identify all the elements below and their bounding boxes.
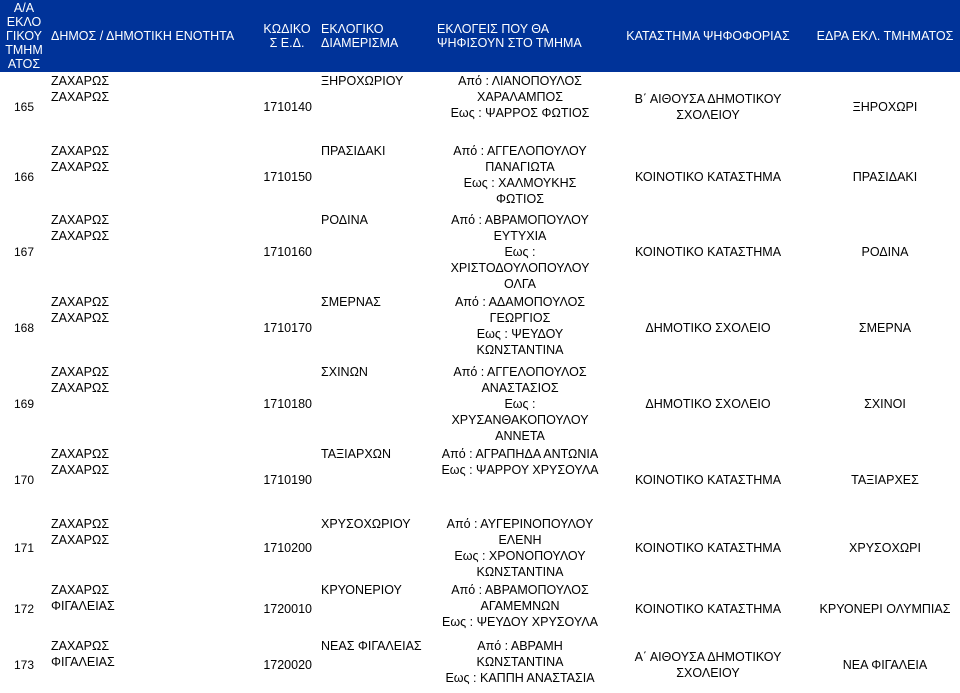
municipal-unit-name: ΖΑΧΑΡΩΣ	[51, 90, 110, 104]
venue-line: ΚΟΙΝΟΤΙΚΟ ΚΑΤΑΣΤΗΜΑ	[634, 169, 782, 184]
district-code: 1710160	[263, 245, 312, 259]
header-district	[318, 0, 434, 72]
voters-line: ΚΩΝΣΤΑΝΤΙΝΑ	[476, 343, 564, 357]
voters-line: ΦΩΤΙΟΣ	[496, 192, 544, 206]
venue-line: ΚΟΙΝΟΤΙΚΟ ΚΑΤΑΣΤΗΜΑ	[634, 602, 782, 616]
venue-line: ΚΟΙΝΟΤΙΚΟ ΚΑΤΑΣΤΗΜΑ	[634, 473, 782, 487]
municipality-cell	[48, 515, 256, 581]
voters-line: ΑΝΝΕΤΑ	[495, 429, 545, 443]
header-aa-line3: ΓΙΚΟΥ	[6, 29, 42, 43]
polling-venue	[606, 515, 810, 581]
polling-venue	[606, 142, 810, 211]
municipality-cell	[48, 142, 256, 211]
station-seat: ΠΡΑΣΙΔΑΚΙ	[852, 169, 918, 184]
voters-line: ΕΛΕΝΗ	[498, 533, 542, 547]
voters-line: ΠΑΝΑΓΙΩΤΑ	[485, 160, 555, 174]
municipality-cell	[48, 445, 256, 515]
table-row	[0, 363, 960, 445]
polling-venue	[606, 445, 810, 515]
venue-line: ΔΗΜΟΤΙΚΟ ΣΧΟΛΕΙΟ	[645, 397, 771, 411]
table-row	[0, 637, 960, 693]
voters-range	[434, 142, 606, 211]
municipality-name: ΖΑΧΑΡΩΣ	[51, 74, 110, 88]
voters-line: Εως :	[504, 397, 536, 411]
header-aa-line5: ΑΤΟΣ	[7, 57, 41, 71]
row-number: 169	[13, 397, 35, 411]
voters-range	[434, 581, 606, 637]
municipal-unit-name: ΦΙΓΑΛΕΙΑΣ	[51, 655, 115, 669]
row-number: 167	[13, 245, 35, 259]
municipal-unit-name: ΖΑΧΑΡΩΣ	[51, 160, 110, 174]
header-code-line1: ΚΩΔΙΚΟ	[263, 22, 311, 36]
municipality-cell	[48, 211, 256, 293]
venue-line: ΔΗΜΟΤΙΚΟ ΣΧΟΛΕΙΟ	[645, 321, 771, 335]
station-seat: ΧΡΥΣΟΧΩΡΙ	[849, 541, 921, 555]
voters-line: Εως : ΧΡΟΝΟΠΟΥΛΟΥ	[454, 549, 586, 563]
polling-venue	[606, 72, 810, 142]
district-code: 1710170	[263, 321, 312, 335]
municipal-unit-name: ΖΑΧΑΡΩΣ	[51, 533, 110, 547]
district-code: 1710140	[263, 100, 312, 114]
municipal-unit-name: ΖΑΧΑΡΩΣ	[51, 229, 110, 243]
voters-line: Από : ΛΙΑΝΟΠΟΥΛΟΣ	[458, 74, 582, 88]
municipality-name: ΖΑΧΑΡΩΣ	[51, 295, 110, 309]
municipality-name: ΖΑΧΑΡΩΣ	[51, 144, 110, 158]
municipal-unit-name: ΖΑΧΑΡΩΣ	[51, 311, 110, 325]
district-code: 1710180	[263, 397, 312, 411]
municipality-name: ΖΑΧΑΡΩΣ	[51, 365, 110, 379]
header-voters-line2: ΨΗΦΙΣΟΥΝ ΣΤΟ ΤΜΗΜΑ	[437, 36, 582, 50]
station-seat: ΚΡΥΟΝΕΡΙ ΟΛΥΜΠΙΑΣ	[819, 602, 951, 616]
municipality-cell	[48, 581, 256, 637]
table-row	[0, 581, 960, 637]
voters-range	[434, 445, 606, 515]
municipality-cell	[48, 363, 256, 445]
voters-line: Από : ΑΓΓΕΛΟΠΟΥΛΟΣ	[453, 365, 587, 379]
row-number: 168	[13, 321, 35, 335]
voters-line: Εως :	[504, 245, 536, 259]
table-row	[0, 211, 960, 293]
voters-line: ΚΩΝΣΤΑΝΤΙΝΑ	[476, 655, 564, 669]
district-name: ΣΜΕΡΝΑΣ	[321, 295, 381, 309]
table-row	[0, 445, 960, 515]
voters-line: ΧΡΥΣΑΝΘΑΚΟΠΟΥΛΟΥ	[451, 413, 589, 427]
row-number: 172	[13, 602, 35, 616]
district-name: ΧΡΥΣΟΧΩΡΙΟΥ	[321, 517, 411, 531]
voters-line: ΚΩΝΣΤΑΝΤΙΝΑ	[476, 565, 564, 579]
district-name: ΠΡΑΣΙΔΑΚΙ	[321, 144, 386, 158]
voters-line: ΧΡΙΣΤΟΔΟΥΛΟΠΟΥΛΟΥ	[450, 261, 590, 275]
municipality-name: ΖΑΧΑΡΩΣ	[51, 517, 110, 531]
voters-line: Εως : ΨΕΥΔΟΥ	[476, 327, 564, 341]
district-name: ΡΟΔΙΝΑ	[321, 213, 368, 227]
row-number: 170	[13, 473, 35, 487]
voters-range	[434, 293, 606, 363]
district-code: 1720020	[263, 658, 312, 672]
station-seat: ΣΧΙΝΟΙ	[864, 397, 906, 411]
voters-line: Από : ΑΒΡΑΜΗ	[477, 639, 563, 653]
voters-range	[434, 72, 606, 142]
header-district-line1: ΕΚΛΟΓΙΚΟ	[321, 22, 384, 36]
venue-line: ΣΧΟΛΕΙΟΥ	[676, 666, 740, 680]
voters-line: Εως : ΨΑΡΡΟΣ ΦΩΤΙΟΣ	[450, 106, 590, 120]
municipality-name: ΖΑΧΑΡΩΣ	[51, 447, 110, 461]
voters-line: ΑΓΑΜΕΜΝΩΝ	[480, 599, 560, 613]
row-number: 165	[13, 100, 35, 114]
venue-line: ΚΟΙΝΟΤΙΚΟ ΚΑΤΑΣΤΗΜΑ	[634, 541, 782, 555]
header-aa-line4: ΤΜΗΜ	[5, 43, 43, 57]
voters-line: Εως : ΨΕΥΔΟΥ ΧΡΥΣΟΥΛΑ	[442, 615, 598, 629]
municipality-name: ΖΑΧΑΡΩΣ	[51, 639, 110, 653]
voters-range	[434, 637, 606, 693]
station-seat: ΝΕΑ ΦΙΓΑΛΕΙΑ	[842, 658, 928, 672]
municipality-name: ΖΑΧΑΡΩΣ	[51, 583, 110, 597]
voters-range	[434, 363, 606, 445]
polling-venue	[606, 637, 810, 693]
voters-line: Από : ΑΥΓΕΡΙΝΟΠΟΥΛΟΥ	[446, 517, 594, 531]
header-voters-line1: ΕΚΛΟΓΕΙΣ ΠΟΥ ΘΑ	[437, 22, 550, 36]
voters-range	[434, 515, 606, 581]
station-seat: ΣΜΕΡΝΑ	[858, 321, 912, 335]
voters-line: ΑΝΑΣΤΑΣΙΟΣ	[481, 381, 559, 395]
municipal-unit-name: ΖΑΧΑΡΩΣ	[51, 463, 110, 477]
table-row	[0, 142, 960, 211]
header-row	[0, 0, 960, 72]
venue-line: Α΄ ΑΙΘΟΥΣΑ ΔΗΜΟΤΙΚΟΥ	[634, 650, 782, 664]
venue-line: Β΄ ΑΙΘΟΥΣΑ ΔΗΜΟΤΙΚΟΥ	[634, 92, 782, 106]
header-venue: ΚΑΤΑΣΤΗΜΑ ΨΗΦΟΦΟΡΙΑΣ	[626, 29, 790, 43]
municipality-cell	[48, 637, 256, 693]
voters-line: Από : ΑΒΡΑΜΟΠΟΥΛΟΥ	[451, 213, 589, 227]
district-name: ΝΕΑΣ ΦΙΓΑΛΕΙΑΣ	[321, 639, 422, 653]
table-body	[0, 72, 960, 693]
district-code: 1720010	[263, 602, 312, 616]
voters-line: Από : ΑΒΡΑΜΟΠΟΥΛΟΣ	[451, 583, 589, 597]
voters-line: Εως : ΧΑΛΜΟΥΚΗΣ	[463, 176, 577, 190]
table-header	[0, 0, 960, 72]
voters-line: Από : ΑΔΑΜΟΠΟΥΛΟΣ	[454, 295, 586, 309]
district-name: ΣΧΙΝΩΝ	[321, 365, 368, 379]
row-number: 173	[13, 658, 35, 672]
municipal-unit-name: ΖΑΧΑΡΩΣ	[51, 381, 110, 395]
header-seat: ΕΔΡΑ ΕΚΛ. ΤΜΗΜΑΤΟΣ	[816, 29, 954, 43]
header-code	[256, 0, 318, 72]
venue-line: ΚΟΙΝΟΤΙΚΟ ΚΑΤΑΣΤΗΜΑ	[634, 245, 782, 259]
station-seat: ΤΑΞΙΑΡΧΕΣ	[851, 473, 919, 487]
polling-venue	[606, 363, 810, 445]
municipality-cell	[48, 72, 256, 142]
voters-line: Εως : ΨΑΡΡΟΥ ΧΡΥΣΟΥΛΑ	[441, 463, 599, 477]
polling-venue	[606, 293, 810, 363]
district-code: 1710190	[263, 473, 312, 487]
voters-line: Εως : ΚΑΠΠΗ ΑΝΑΣΤΑΣΙΑ	[445, 671, 595, 685]
municipal-unit-name: ΦΙΓΑΛΕΙΑΣ	[51, 599, 115, 613]
district-name: ΤΑΞΙΑΡΧΩΝ	[321, 447, 392, 461]
table-row	[0, 72, 960, 142]
row-number: 171	[13, 541, 35, 555]
row-number: 166	[13, 169, 35, 184]
header-aa-line2: ΕΚΛΟ	[6, 15, 42, 29]
header-municipality: ΔΗΜΟΣ / ΔΗΜΟΤΙΚΗ ΕΝΟΤΗΤΑ	[51, 29, 235, 43]
municipality-name: ΖΑΧΑΡΩΣ	[51, 213, 110, 227]
voters-line: Από : ΑΓΓΕΛΟΠΟΥΛΟΥ	[453, 144, 587, 158]
district-name: ΞΗΡΟΧΩΡΙΟΥ	[321, 74, 404, 88]
venue-line: ΣΧΟΛΕΙΟΥ	[676, 108, 740, 122]
header-code-line2: Σ Ε.Δ.	[269, 36, 305, 50]
station-seat: ΡΟΔΙΝΑ	[861, 245, 909, 259]
polling-venue	[606, 581, 810, 637]
header-aa-line1: Α/Α	[13, 1, 35, 15]
voters-range	[434, 211, 606, 293]
table-row	[0, 515, 960, 581]
header-district-line2: ΔΙΑΜΕΡΙΣΜΑ	[321, 36, 399, 50]
header-voters	[434, 0, 606, 72]
voters-line: ΟΛΓΑ	[504, 277, 536, 291]
voters-line: ΓΕΩΡΓΙΟΣ	[489, 311, 551, 325]
voters-line: ΧΑΡΑΛΑΜΠΟΣ	[477, 90, 563, 104]
district-name: ΚΡΥΟΝΕΡΙΟΥ	[321, 583, 402, 597]
municipality-cell	[48, 293, 256, 363]
station-seat: ΞΗΡΟΧΩΡΙ	[852, 100, 918, 114]
voters-line: Από : ΑΓΡΑΠΗΔΑ ΑΝΤΩΝΙΑ	[441, 447, 599, 461]
voters-line: ΕΥΤΥΧΙΑ	[493, 229, 547, 243]
district-code: 1710150	[263, 169, 312, 184]
district-code: 1710200	[263, 541, 312, 555]
header-aa	[0, 0, 48, 72]
polling-venue	[606, 211, 810, 293]
table-row	[0, 293, 960, 363]
